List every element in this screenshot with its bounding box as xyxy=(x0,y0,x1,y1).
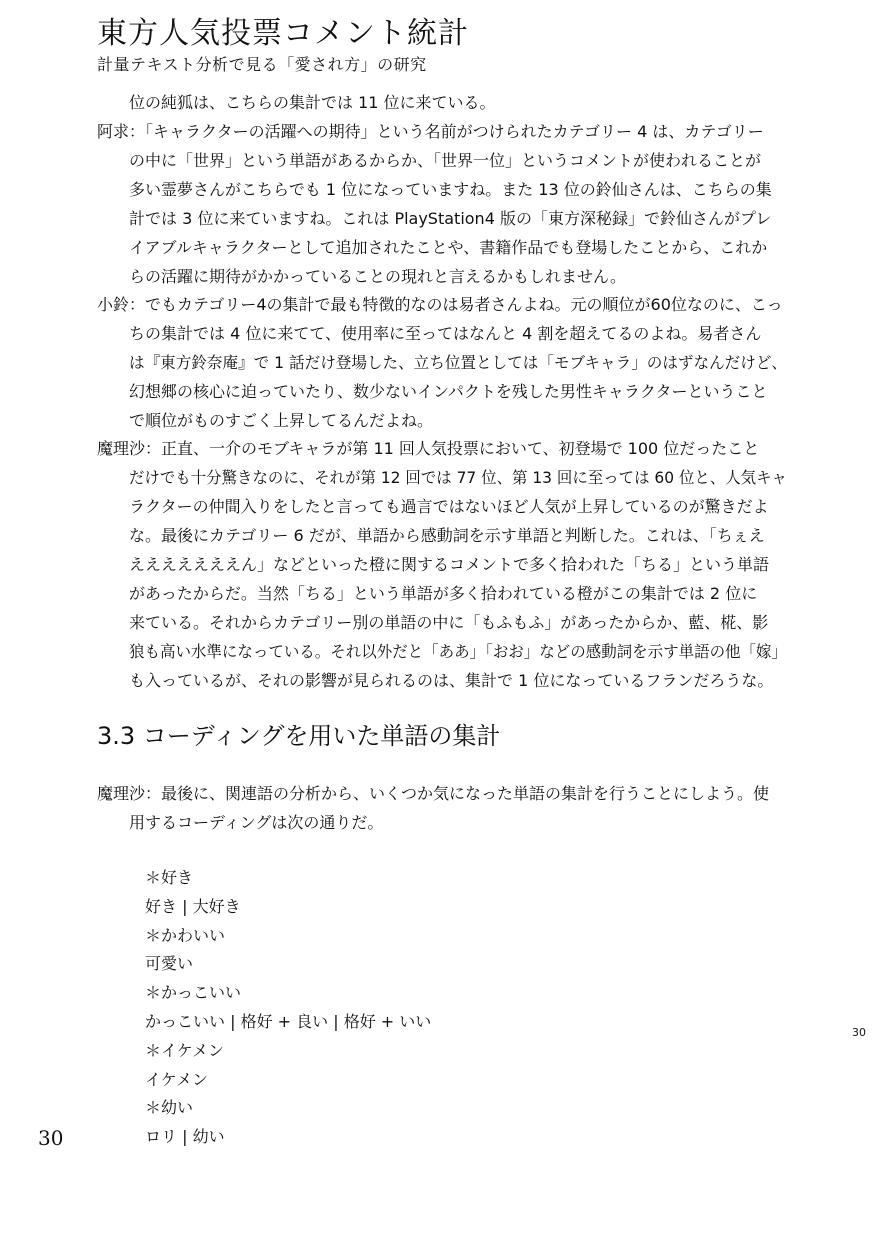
text-line: の中に「世界」という単語があるからか、「世界一位」というコメントが使われることが xyxy=(129,151,762,170)
text-line: 計では 3 位に来ていますね。これは PlayStation4 版の「東方深秘録」で鈴仙さんがプレ xyxy=(129,209,772,228)
text-line: は『東方鈴奈庵』で 1 話だけ登場した、立ち位置としては「モブキャラ」のはずなんだけど、 xyxy=(129,353,787,372)
text-line: ラクターの仲間入りをしたと言っても過言ではないほど人気が上昇しているのが驚きだよ xyxy=(129,497,769,516)
document-title: 東方人気投票コメント統計 xyxy=(97,16,469,51)
text-line: イアブルキャラクターとして追加されたことや、書籍作品でも登場したことから、これか xyxy=(129,238,768,257)
section-heading: 3.3 コーディングを用いた単語の集計 xyxy=(97,722,501,750)
text-line: 幻想郷の核心に迫っていたり、数少ないインパクトを残した男性キャラクターということ xyxy=(129,382,768,401)
coding-rule: ＊好き xyxy=(145,868,194,887)
text-line: 用するコーディングは次の通りだ。 xyxy=(129,813,384,832)
text-line: ちの集計では 4 位に来てて、使用率に至ってはなんと 4 割を超えてるのよね。易者さん xyxy=(129,324,762,343)
text-line: らの活躍に期待がかかっていることの現れと言えるかもしれません。 xyxy=(129,267,626,286)
coding-rule: ＊イケメン xyxy=(145,1040,225,1060)
coding-rule: 好き | 大好き xyxy=(145,896,241,916)
coding-rule: イケメン xyxy=(145,1069,209,1089)
coding-rule: かっこいい | 格好 + 良い | 格好 + いい xyxy=(145,1011,432,1031)
coding-rule-list xyxy=(145,864,431,1152)
paragraph-continuation xyxy=(97,88,787,117)
text-line: 阿求：「キャラクターの活躍への期待」という名前がつけられたカテゴリー 4 は、カテゴリー xyxy=(97,122,764,141)
paragraph-closing xyxy=(97,779,787,837)
coding-rule: ＊幼い xyxy=(145,1098,194,1118)
text-line: 魔理沙：正直、一介のモブキャラが第 11 回人気投票において、初登場で 100 位だったこと xyxy=(97,439,760,458)
text-line: 位の純狐は、こちらの集計では 11 位に来ている。 xyxy=(129,93,496,112)
page-number: 30 xyxy=(38,1126,64,1150)
text-line: で順位がものすごく上昇してるんだよね。 xyxy=(129,411,434,430)
paragraph-akyuu xyxy=(97,117,787,291)
text-line: 多い霊夢さんがこちらでも 1 位になっていますね。また 13 位の鈴仙さんは、こちらの集 xyxy=(129,180,772,199)
text-line: 小鈴：でもカテゴリー4の集計で最も特徴的なのは易者さんよね。元の順位が60位なのに、こっ xyxy=(97,295,783,314)
text-line: えええええええん」などといった橙に関するコメントで多く拾われた「ちる」という単語 xyxy=(129,555,770,574)
coding-rule: ＊かっこいい xyxy=(145,983,242,1003)
coding-rule: ＊かわいい xyxy=(145,925,226,945)
document-subtitle: 計量テキスト分析で見る「愛され方」の研究 xyxy=(97,55,427,74)
paragraph-marisa xyxy=(97,434,787,695)
page-number-margin: 30 xyxy=(852,1026,866,1039)
coding-rule: ロリ | 幼い xyxy=(145,1127,225,1147)
coding-rule: 可愛い xyxy=(145,954,194,974)
text-line: 来ている。それからカテゴリー別の単語の中に「もふもふ」があったからか、藍、椛、影 xyxy=(129,613,769,632)
text-line: も入っているが、それの影響が見られるのは、集計で 1 位になっているフランだろうな。 xyxy=(129,671,774,690)
text-line: 狼も高い水準になっている。それ以外だと「ああ」「おお」などの感動詞を示す単語の他「嫁」 xyxy=(129,642,787,661)
text-line: な。最後にカテゴリー 6 だが、単語から感動詞を示す単語と判断した。これは、「ちぇえ xyxy=(129,526,765,545)
text-line: があったからだ。当然「ちる」という単語が多く拾われている橙がこの集計では 2 位に xyxy=(129,584,758,603)
text-line: 魔理沙：最後に、関連語の分析から、いくつか気になった単語の集計を行うことにしよう。使 xyxy=(97,784,770,803)
paragraph-kosuzu xyxy=(97,290,787,435)
text-line: だけでも十分驚きなのに、それが第 12 回では 77 位、第 13 回に至っては 60 位と、人気キャ xyxy=(129,468,787,487)
